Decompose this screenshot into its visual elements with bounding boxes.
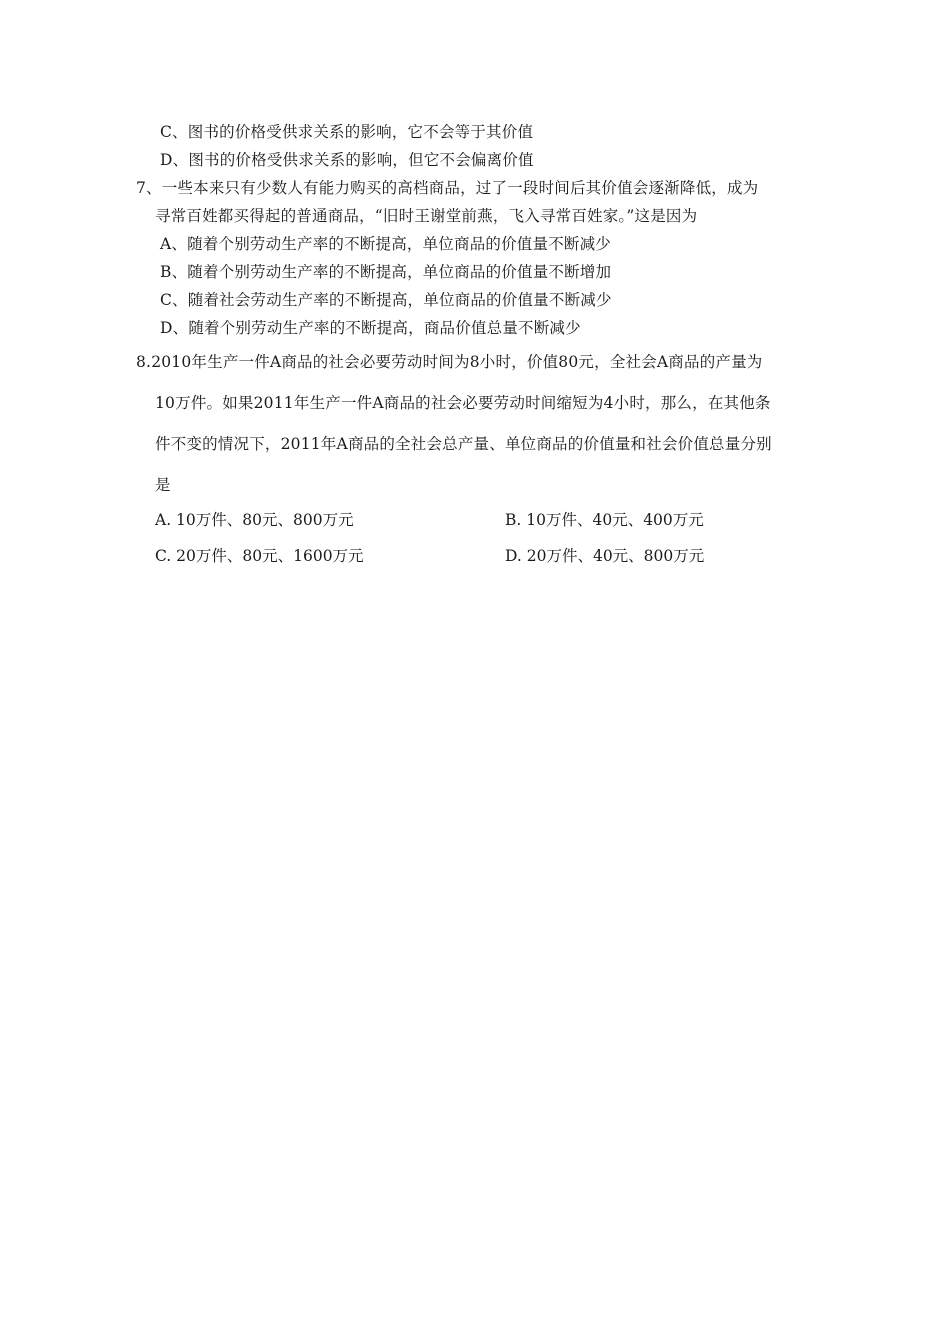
q7-option-c: C、随着社会劳动生产率的不断提高，单位商品的价值量不断减少 — [160, 291, 612, 309]
q8-option-b: B. 10万件、40元、400万元 — [505, 511, 704, 529]
q7-option-b: B、随着个别劳动生产率的不断提高，单位商品的价值量不断增加 — [160, 263, 612, 281]
q8-option-c: C. 20万件、80元、1600万元 — [155, 547, 364, 565]
q8-option-a: A. 10万件、80元、800万元 — [155, 511, 354, 529]
q8-option-d: D. 20万件、40元、800万元 — [505, 547, 705, 565]
q8-stem-line-1: 8.2010年生产一件A商品的社会必要劳动时间为8小时，价值80元，全社会A商品的产量为 — [136, 353, 763, 371]
q6-option-d: D、图书的价格受供求关系的影响，但它不会偏离价值 — [160, 151, 534, 169]
q6-option-c: C、图书的价格受供求关系的影响，它不会等于其价值 — [160, 123, 534, 141]
q8-stem-line-2: 10万件。如果2011年生产一件A商品的社会必要劳动时间缩短为4小时，那么，在其他条 — [155, 394, 771, 412]
q7-option-a: A、随着个别劳动生产率的不断提高，单位商品的价值量不断减少 — [160, 235, 611, 253]
q8-stem-line-4: 是 — [155, 476, 171, 494]
q7-option-d: D、随着个别劳动生产率的不断提高，商品价值总量不断减少 — [160, 319, 581, 337]
q8-stem-line-3: 件不变的情况下，2011年A商品的全社会总产量、单位商品的价值量和社会价值总量分别 — [155, 435, 772, 453]
q7-stem-line-1: 7、一些本来只有少数人有能力购买的高档商品，过了一段时间后其价值会逐渐降低，成为 — [136, 179, 759, 197]
q7-stem-line-2: 寻常百姓都买得起的普通商品，“旧时王谢堂前燕，飞入寻常百姓家。”这是因为 — [155, 207, 698, 225]
